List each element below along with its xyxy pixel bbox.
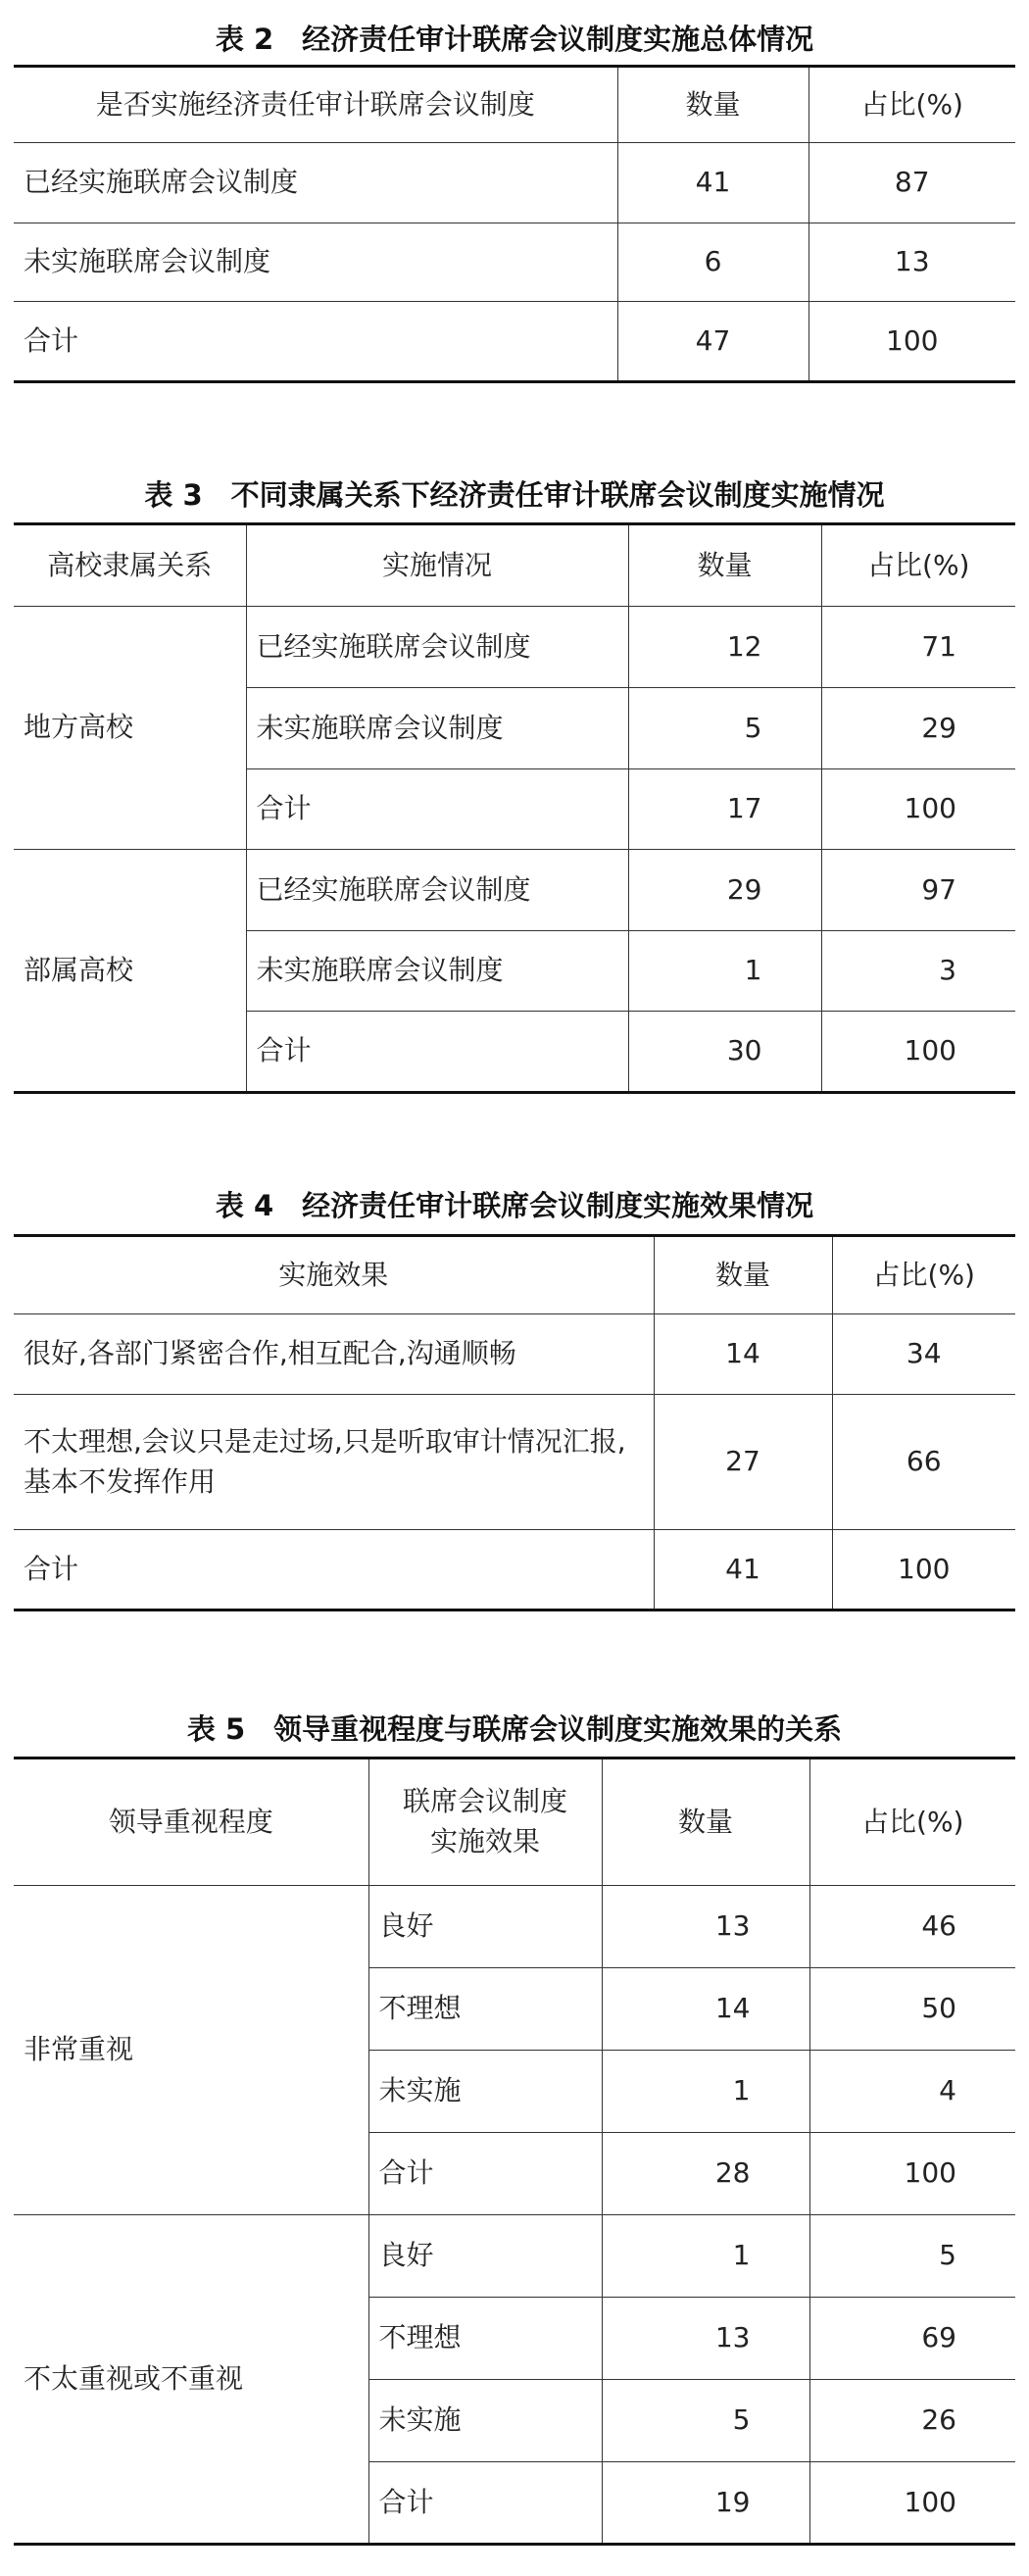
table-cell: 已经实施联席会议制度 xyxy=(246,607,628,688)
table-2 xyxy=(14,65,1015,383)
table-cell: 50 xyxy=(809,1968,1015,2051)
table-cell: 26 xyxy=(809,2380,1015,2462)
table-cell: 1 xyxy=(628,931,821,1012)
table-cell: 14 xyxy=(602,1968,809,2051)
table-cell: 41 xyxy=(617,143,808,223)
table-header-row xyxy=(14,524,1015,607)
column-header: 高校隶属关系 xyxy=(14,524,246,607)
table-cell: 良好 xyxy=(368,1886,602,1968)
table-cell: 41 xyxy=(654,1530,832,1610)
column-header: 领导重视程度 xyxy=(14,1759,368,1886)
column-header: 占比(%) xyxy=(821,524,1015,607)
group-cell: 部属高校 xyxy=(14,850,246,1093)
column-header: 占比(%) xyxy=(808,67,1015,143)
column-header: 数量 xyxy=(602,1759,809,1886)
table-cell: 合计 xyxy=(368,2462,602,2545)
table-cell: 合计 xyxy=(14,302,617,382)
column-header: 数量 xyxy=(617,67,808,143)
table-cell: 19 xyxy=(602,2462,809,2545)
column-header: 实施效果 xyxy=(14,1236,654,1314)
table-cell: 100 xyxy=(809,2133,1015,2215)
table-4-caption: 表 4 经济责任审计联席会议制度实施效果情况 xyxy=(215,1189,814,1222)
table-cell: 未实施联席会议制度 xyxy=(14,223,617,302)
table-cell: 不理想 xyxy=(368,1968,602,2051)
table-cell: 46 xyxy=(809,1886,1015,1968)
table-cell: 71 xyxy=(821,607,1015,688)
table-cell: 1 xyxy=(602,2051,809,2133)
table-cell: 27 xyxy=(654,1395,832,1530)
table-3-caption: 表 3 不同隶属关系下经济责任审计联席会议制度实施情况 xyxy=(144,478,885,512)
table-cell: 69 xyxy=(809,2298,1015,2380)
table-cell: 13 xyxy=(808,223,1015,302)
table-cell: 29 xyxy=(821,688,1015,769)
table-row xyxy=(14,1530,1015,1610)
table-cell: 5 xyxy=(628,688,821,769)
group-cell: 不太重视或不重视 xyxy=(14,2215,368,2545)
table-header-row xyxy=(14,1759,1015,1886)
table-cell: 13 xyxy=(602,1886,809,1968)
table-5 xyxy=(14,1757,1015,2546)
table-cell: 5 xyxy=(602,2380,809,2462)
table-5-caption: 表 5 领导重视程度与联席会议制度实施效果的关系 xyxy=(186,1712,843,1746)
table-cell: 100 xyxy=(808,302,1015,382)
table-2-caption: 表 2 经济责任审计联席会议制度实施总体情况 xyxy=(215,23,814,56)
table-cell: 很好,各部门紧密合作,相互配合,沟通顺畅 xyxy=(14,1314,654,1395)
group-cell: 非常重视 xyxy=(14,1886,368,2215)
table-cell: 100 xyxy=(832,1530,1015,1610)
table-row xyxy=(14,2215,1015,2298)
table-row xyxy=(14,223,1015,302)
table-cell: 1 xyxy=(602,2215,809,2298)
column-header: 是否实施经济责任审计联席会议制度 xyxy=(14,67,617,143)
table-cell: 97 xyxy=(821,850,1015,931)
column-header: 占比(%) xyxy=(809,1759,1015,1886)
table-cell: 合计 xyxy=(246,769,628,850)
table-cell: 66 xyxy=(832,1395,1015,1530)
table-cell: 未实施 xyxy=(368,2051,602,2133)
table-cell: 100 xyxy=(821,1012,1015,1093)
table-cell: 合计 xyxy=(246,1012,628,1093)
table-cell: 13 xyxy=(602,2298,809,2380)
table-cell: 已经实施联席会议制度 xyxy=(14,143,617,223)
table-cell: 12 xyxy=(628,607,821,688)
table-cell: 3 xyxy=(821,931,1015,1012)
table-cell: 14 xyxy=(654,1314,832,1395)
table-cell: 合计 xyxy=(368,2133,602,2215)
table-cell: 29 xyxy=(628,850,821,931)
column-header: 占比(%) xyxy=(832,1236,1015,1314)
column-header: 联席会议制度实施效果 xyxy=(368,1759,602,1886)
table-cell: 17 xyxy=(628,769,821,850)
table-row xyxy=(14,850,1015,931)
table-cell: 28 xyxy=(602,2133,809,2215)
table-3 xyxy=(14,522,1015,1094)
table-4 xyxy=(14,1234,1015,1611)
table-header-row xyxy=(14,67,1015,143)
table-cell: 5 xyxy=(809,2215,1015,2298)
table-cell: 34 xyxy=(832,1314,1015,1395)
group-cell: 地方高校 xyxy=(14,607,246,850)
table-cell: 87 xyxy=(808,143,1015,223)
table-cell: 6 xyxy=(617,223,808,302)
table-row xyxy=(14,607,1015,688)
table-cell: 100 xyxy=(821,769,1015,850)
table-cell: 未实施 xyxy=(368,2380,602,2462)
table-cell: 100 xyxy=(809,2462,1015,2545)
table-cell: 未实施联席会议制度 xyxy=(246,688,628,769)
table-cell: 良好 xyxy=(368,2215,602,2298)
table-cell: 不理想 xyxy=(368,2298,602,2380)
column-header: 实施情况 xyxy=(246,524,628,607)
table-row xyxy=(14,1886,1015,1968)
table-cell: 47 xyxy=(617,302,808,382)
table-cell: 30 xyxy=(628,1012,821,1093)
table-cell: 合计 xyxy=(14,1530,654,1610)
table-cell: 未实施联席会议制度 xyxy=(246,931,628,1012)
table-row xyxy=(14,302,1015,382)
table-header-row xyxy=(14,1236,1015,1314)
table-row xyxy=(14,1395,1015,1530)
table-cell: 已经实施联席会议制度 xyxy=(246,850,628,931)
column-header: 数量 xyxy=(654,1236,832,1314)
table-row xyxy=(14,143,1015,223)
table-row xyxy=(14,1314,1015,1395)
column-header: 数量 xyxy=(628,524,821,607)
table-cell: 不太理想,会议只是走过场,只是听取审计情况汇报,基本不发挥作用 xyxy=(14,1395,654,1530)
table-cell: 4 xyxy=(809,2051,1015,2133)
